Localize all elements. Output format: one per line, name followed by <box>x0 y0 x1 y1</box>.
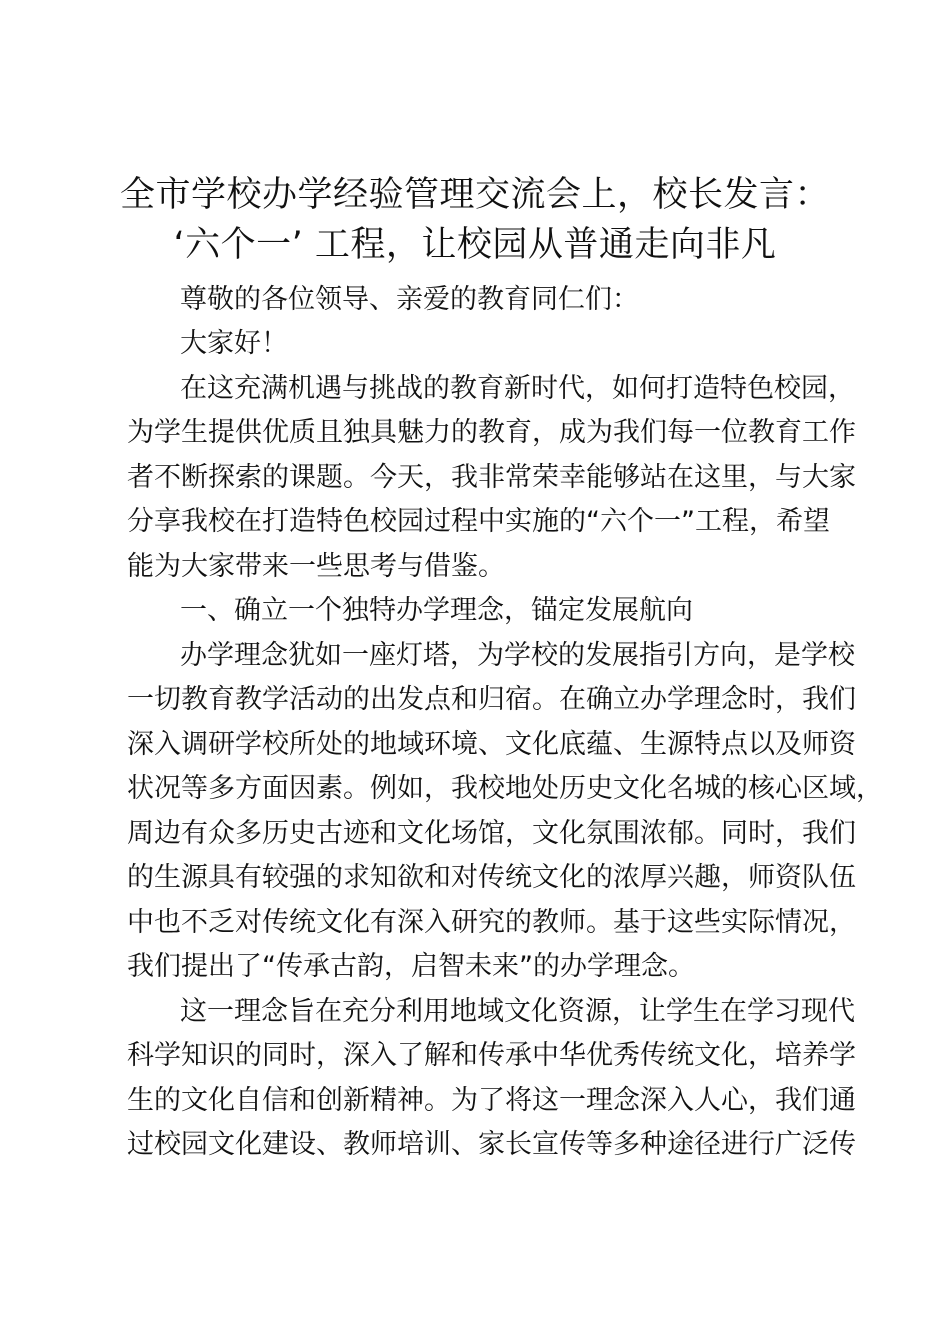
body-text-line: 我们提出了“传承古韵，启智未来”的办学理念。 <box>127 951 695 982</box>
body-text-line: 周边有众多历史古迹和文化场馆，文化氛围浓郁。同时，我们 <box>127 818 856 849</box>
body-text-line: 生的文化自信和创新精神。为了将这一理念深入人心，我们通 <box>127 1085 856 1116</box>
body-text-line: 科学知识的同时，深入了解和传承中华优秀传统文化，培养学 <box>127 1040 856 1071</box>
body-text-line: 这一理念旨在充分利用地域文化资源，让学生在学习现代 <box>180 996 855 1027</box>
body-text-line: 分享我校在打造特色校园过程中实施的“六个一”工程，希望 <box>127 506 830 537</box>
body-text-line: 深入调研学校所处的地域环境、文化底蕴、生源特点以及师资 <box>127 729 856 760</box>
body-text-line: 状况等多方面因素。例如，我校地处历史文化名城的核心区域， <box>127 773 883 804</box>
body-text-line: 者不断探索的课题。今天，我非常荣幸能够站在这里，与大家 <box>127 462 856 493</box>
salutation-line: 尊敬的各位领导、亲爱的教育同仁们： <box>180 284 639 315</box>
body-text-line: 办学理念犹如一座灯塔，为学校的发展指引方向，是学校 <box>180 640 855 671</box>
body-text-line: 过校园文化建设、教师培训、家长宣传等多种途径进行广泛传 <box>127 1129 856 1160</box>
body-text-line: 为学生提供优质且独具魅力的教育，成为我们每一位教育工作 <box>127 417 856 448</box>
document-title-line-2: ‘六个一’ 工程，让校园从普通走向非凡 <box>173 225 777 265</box>
body-text-line: 的生源具有较强的求知欲和对传统文化的浓厚兴趣，师资队伍 <box>127 862 856 893</box>
body-text-line: 在这充满机遇与挑战的教育新时代，如何打造特色校园， <box>180 373 855 404</box>
body-text-line: 能为大家带来一些思考与借鉴。 <box>127 551 505 582</box>
greeting-line: 大家好！ <box>180 328 288 359</box>
body-text-line: 中也不乏对传统文化有深入研究的教师。基于这些实际情况， <box>127 907 856 938</box>
body-text-line: 一切教育教学活动的出发点和归宿。在确立办学理念时，我们 <box>127 684 856 715</box>
section-heading: 一、确立一个独特办学理念，锚定发展航向 <box>180 595 693 626</box>
document-title-line-1: 全市学校办学经验管理交流会上，校长发言： <box>120 175 831 215</box>
